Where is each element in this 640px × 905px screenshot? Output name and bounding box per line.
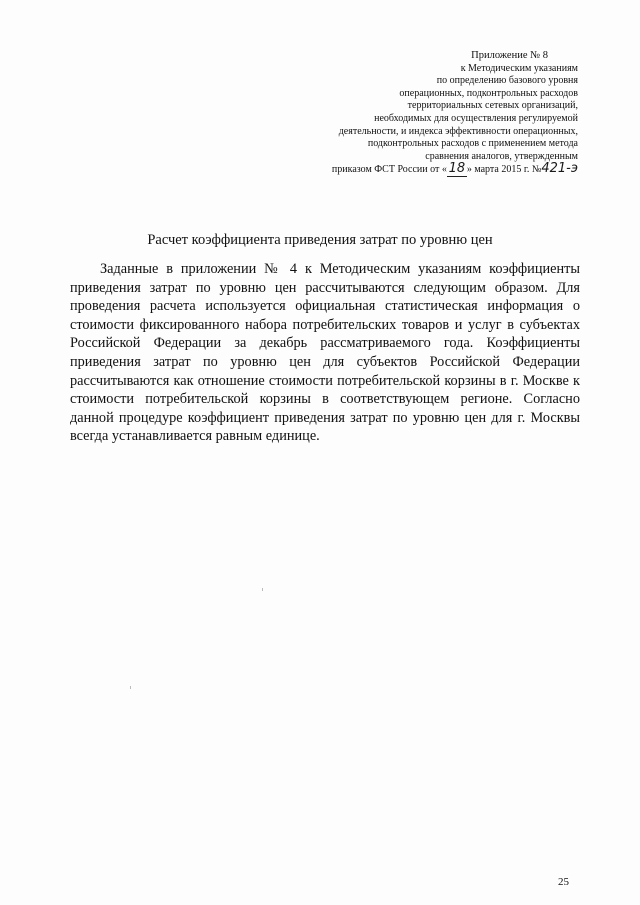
header-line: необходимых для осуществления регулируемой [374, 112, 578, 124]
scan-speck [262, 588, 263, 591]
order-number: 421-э [541, 161, 578, 177]
appendix-header [248, 50, 578, 177]
scan-speck [130, 686, 131, 689]
order-day: 18 [448, 161, 466, 177]
document-title: Расчет коэффициента приведения затрат по уровню цен [147, 232, 493, 248]
header-line: территориальных сетевых организаций, [407, 100, 578, 112]
header-line: по определению базового уровня [436, 75, 578, 87]
header-line: к Методическим указаниям [460, 62, 578, 74]
body-paragraph: Заданные в приложении № 4 к Методическим указаниям коэффициенты приведения затрат по уровню цен рассчитываются следующим образом. Для проведения расчета используется официальная статистическая информация о стоимости фиксированного набора потребительских товаров и услуг в субъектах Российской Федерации за декабрь рассматриваемого года. Коэффициенты приведения затрат по уровню цен для субъектов Российской Федерации рассчитываются как отношение стоимости потребительской корзины в г. Москве к стоимости потребительской корзины в соответствующем регионе. Согласно данной процедуре коэффициент приведения затрат по уровню цен для г. Москвы всегда устанавливается равным единице. [70, 261, 580, 445]
header-line: операционных, подконтрольных расходов [399, 87, 578, 99]
header-line: деятельности, и индекса эффективности операционных, [338, 125, 578, 137]
header-line: сравнения аналогов, утвержденным [425, 150, 578, 162]
order-middle: » марта 2015 г. № [466, 164, 542, 176]
order-prefix: приказом ФСТ России от « [331, 164, 447, 176]
appendix-number: Приложение № 8 [471, 50, 548, 61]
header-line: подконтрольных расходов с применением метода [367, 138, 578, 150]
page-number: 25 [558, 876, 569, 888]
order-line [248, 163, 578, 177]
